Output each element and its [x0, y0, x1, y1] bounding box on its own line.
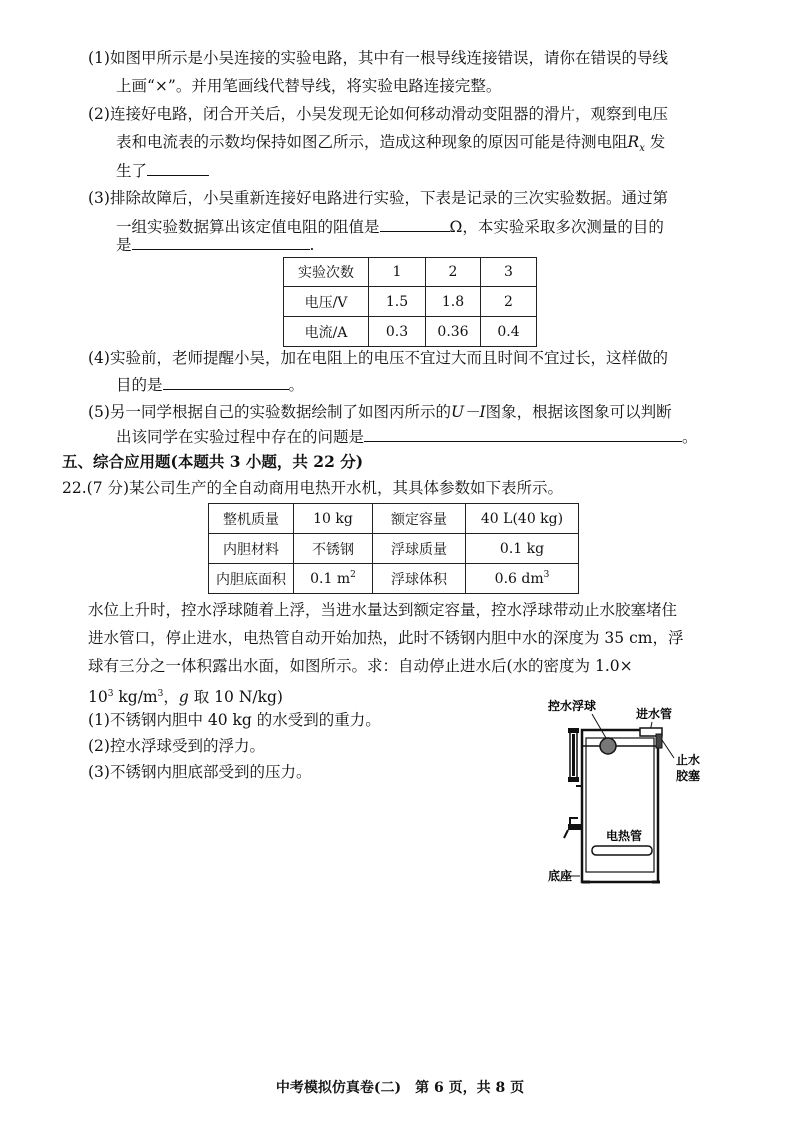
- comma: ，: [163, 688, 179, 706]
- q-part2-line3-text: 生了: [116, 162, 148, 180]
- q22-sub1: (1)不锈钢内胆中 40 kg 的水受到的重力。: [88, 711, 381, 729]
- label-inlet-pipe: 进水管: [636, 707, 673, 721]
- density-unit: kg/m: [113, 688, 158, 706]
- q22-body-line2: 进水管口，停止进水，电热管自动开始加热，此时不锈钢内胆中水的深度为 35 cm，浮: [88, 629, 684, 647]
- table-row: [209, 534, 579, 564]
- g-symbol: g: [178, 688, 189, 706]
- table-cell: 整机质量: [209, 504, 294, 534]
- q-part3-line3-text: 是: [116, 236, 132, 254]
- q-part5-line2: [116, 426, 698, 447]
- heater-tube-icon: [592, 846, 652, 855]
- area-value: 0.1 m: [310, 571, 351, 587]
- label-float-ball: 控水浮球: [548, 699, 597, 713]
- q-part3-line3-end: .: [309, 236, 315, 254]
- table-cell: 内胆材料: [209, 534, 294, 564]
- answer-blank-4[interactable]: [163, 374, 289, 390]
- answer-blank-2[interactable]: [147, 160, 209, 176]
- density-exp: 3: [107, 689, 114, 699]
- q-part1-line2: 上画“×”。并用笔画线代替导线，将实验电路连接完整。: [116, 77, 502, 95]
- q-part5-line1-text: (5)另一同学根据自己的实验数据绘制了如图丙所示的: [88, 403, 451, 421]
- machine-params-table: [208, 503, 579, 594]
- answer-blank-3b[interactable]: [132, 234, 310, 250]
- tank-body: [582, 730, 658, 882]
- water-tap-icon: [564, 818, 582, 838]
- q22-sub3: (3)不锈钢内胆底部受到的压力。: [88, 763, 312, 781]
- water-boiler-diagram: [540, 690, 710, 890]
- answer-blank-5[interactable]: [364, 426, 682, 442]
- q-part3-line3: [116, 234, 314, 255]
- table-cell: [466, 564, 579, 594]
- q-part3-line2-text: 一组实验数据算出该定值电阻的阻值是: [116, 218, 380, 236]
- density-base: 10: [88, 688, 108, 706]
- table-cell: 0.3: [369, 317, 426, 347]
- float-ball-icon: [600, 738, 616, 754]
- level-gauge-icon: [568, 728, 579, 782]
- q-part5-line2-text: 出该同学在实验过程中存在的问题是: [116, 428, 365, 446]
- q22-body-line4: [88, 684, 283, 707]
- q22-body-line1: 水位上升时，控水浮球随着上浮，当进水量达到额定容量，控水浮球带动止水胶塞堵住: [88, 601, 678, 619]
- table-row: [284, 287, 537, 317]
- q-part5-line1: [88, 402, 672, 422]
- table-row: [209, 504, 579, 534]
- label-heater: 电热管: [606, 829, 643, 843]
- table-cell: 额定容量: [373, 504, 466, 534]
- area-sup: 2: [350, 570, 356, 580]
- density-unit-exp: 3: [157, 689, 164, 699]
- q-part4-line1: (4)实验前，老师提醒小吴，加在电阻上的电压不宜过大而且时间不宜过长，这样做的: [88, 349, 668, 367]
- q-part3-line2-end: Ω，本实验采取多次测量的目的: [449, 218, 664, 236]
- label-stopper-2: 胶塞: [676, 769, 701, 783]
- resistor-subscript: x: [639, 143, 645, 155]
- table-cell: 1.5: [369, 287, 426, 317]
- label-base: 底座: [548, 869, 573, 883]
- q-part1-line1: (1)如图甲所示是小吴连接的实验电路，其中有一根导线连接错误，请你在错误的导线: [88, 49, 668, 67]
- table-cell: [294, 564, 373, 594]
- table-cell: 0.1 kg: [466, 534, 579, 564]
- table-cell: 2: [426, 258, 481, 287]
- q-part4-line2: [116, 374, 304, 395]
- table-cell: 0.4: [481, 317, 537, 347]
- q22-header: 22.(7 分)某公司生产的全自动商用电热开水机，其具体参数如下表所示。: [62, 479, 564, 497]
- q-part4-line2-end: 。: [288, 376, 305, 394]
- answer-blank-3a[interactable]: [380, 216, 450, 232]
- table-cell: 电流/A: [284, 317, 369, 347]
- q-part5-line2-end: 。: [682, 428, 698, 446]
- table-row: [209, 564, 579, 594]
- table-row: [284, 258, 537, 287]
- q22-sub2: (2)控水浮球受到的浮力。: [88, 737, 265, 755]
- resistor-symbol: R: [627, 133, 640, 151]
- label-stopper-1: 止水: [676, 753, 701, 767]
- table-cell: 2: [481, 287, 537, 317]
- table-cell: 10 kg: [294, 504, 373, 534]
- table-cell: 内胆底面积: [209, 564, 294, 594]
- table-cell: 不锈钢: [294, 534, 373, 564]
- q-part2-line1: (2)连接好电路，闭合开关后，小吴发现无论如何移动滑动变阻器的滑片，观察到电压: [88, 105, 668, 123]
- page-footer: 中考模拟仿真卷(二) 第 6 页，共 8 页: [275, 1080, 525, 1096]
- table-cell: 40 L(40 kg): [466, 504, 579, 534]
- g-value: 取 10 N/kg): [188, 688, 283, 706]
- table-cell: 电压/V: [284, 287, 369, 317]
- table-cell: 3: [481, 258, 537, 287]
- section-heading: 五、综合应用题(本题共 3 小题，共 22 分): [62, 452, 364, 471]
- q-part2-line2-text: 表和电流表的示数均保持如图乙所示，造成这种现象的原因可能是待测电阻: [116, 133, 628, 151]
- table-cell: 1: [369, 258, 426, 287]
- q22-body-line3: 球有三分之一体积露出水面，如图所示。求：自动停止进水后(水的密度为 1.0×: [88, 657, 633, 675]
- q-part3-line1: (3)排除故障后，小吴重新连接好电路进行实验，下表是记录的三次实验数据。通过第: [88, 189, 668, 207]
- volume-sup: 3: [543, 570, 550, 580]
- ui-symbol: U－I: [450, 403, 486, 421]
- table-cell: 浮球质量: [373, 534, 466, 564]
- q-part2-line3: [116, 160, 209, 181]
- experiment-data-table: [283, 257, 537, 347]
- q-part5-line1-end: 图象，根据该图象可以判断: [485, 403, 672, 421]
- table-cell: 实验次数: [284, 258, 369, 287]
- table-cell: 0.36: [426, 317, 481, 347]
- q-part2-line2-end: 发: [644, 133, 666, 151]
- table-row: [284, 317, 537, 347]
- volume-value: 0.6 dm: [494, 571, 544, 587]
- q-part4-line2-text: 目的是: [116, 376, 163, 394]
- q-part2-line2: [116, 132, 665, 159]
- table-cell: 1.8: [426, 287, 481, 317]
- table-cell: 浮球体积: [373, 564, 466, 594]
